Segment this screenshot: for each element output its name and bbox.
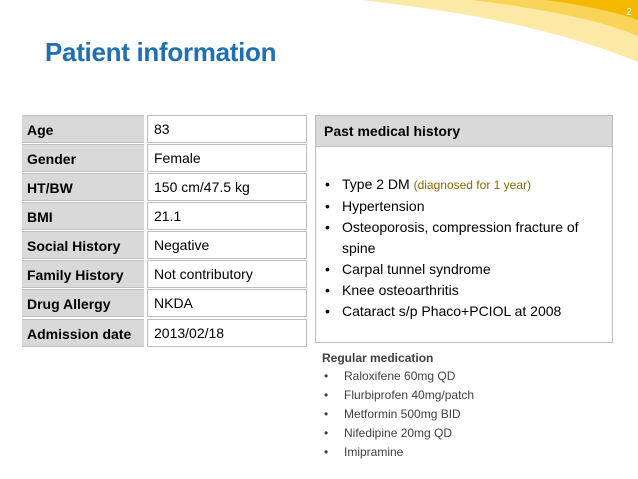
field-label: Family History	[22, 260, 144, 288]
history-item-text: Osteoporosis, compression fracture of spine	[342, 219, 579, 256]
medication-item-text: Metformin 500mg BID	[344, 407, 461, 421]
history-item-text: Hypertension	[342, 198, 425, 214]
table-row	[22, 260, 307, 288]
bullet-icon: •	[325, 176, 330, 192]
field-value: 83	[147, 115, 307, 143]
bullet-icon: •	[325, 282, 330, 298]
field-value: Negative	[147, 231, 307, 259]
table-row	[22, 173, 307, 201]
field-label: Drug Allergy	[22, 289, 144, 317]
history-item-text: Cataract s/p Phaco+PCIOL at 2008	[342, 303, 562, 319]
admission-value: 2013/02/18	[147, 319, 307, 347]
history-item-note: (diagnosed for 1 year)	[413, 178, 531, 192]
history-item-text: Knee osteoarthritis	[342, 282, 459, 298]
past-medical-history-list	[322, 174, 612, 322]
regular-medication-title: Regular medication	[322, 351, 434, 365]
bullet-icon: •	[324, 426, 329, 440]
bullet-icon: •	[325, 261, 330, 277]
medication-item-text: Imipramine	[344, 445, 404, 459]
bullet-icon: •	[324, 388, 329, 402]
list-item	[322, 280, 612, 301]
list-item	[322, 217, 612, 259]
admission-label: Admission date	[22, 319, 144, 347]
table-row	[22, 319, 307, 347]
past-medical-history-box	[315, 115, 613, 343]
list-item	[322, 196, 612, 217]
basic-info-table	[22, 115, 307, 230]
list-item	[322, 386, 622, 405]
social-info-table	[22, 231, 307, 317]
bullet-icon: •	[325, 219, 330, 235]
bullet-icon: •	[325, 198, 330, 214]
medication-item-text: Flurbiprofen 40mg/patch	[344, 388, 475, 402]
list-item	[322, 301, 612, 322]
table-row	[22, 115, 307, 143]
table-row	[22, 289, 307, 317]
past-medical-history-title: Past medical history	[316, 116, 612, 147]
slide-number: 2	[626, 7, 632, 18]
field-value: Female	[147, 144, 307, 172]
table-row	[22, 231, 307, 259]
field-label: BMI	[22, 202, 144, 230]
field-label: HT/BW	[22, 173, 144, 201]
medication-item-text: Nifedipine 20mg QD	[344, 426, 453, 440]
field-label: Gender	[22, 144, 144, 172]
list-item	[322, 367, 622, 386]
list-item	[322, 424, 622, 443]
bullet-icon: •	[324, 445, 329, 459]
field-value: Not contributory	[147, 260, 307, 288]
history-item-text: Type 2 DM	[342, 176, 410, 192]
regular-medication	[322, 349, 622, 462]
field-label: Age	[22, 115, 144, 143]
field-label: Social History	[22, 231, 144, 259]
admission-table	[22, 319, 307, 347]
table-row	[22, 202, 307, 230]
field-value: 150 cm/47.5 kg	[147, 173, 307, 201]
page-title: Patient information	[45, 37, 277, 67]
list-item	[322, 259, 612, 280]
table-row	[22, 144, 307, 172]
list-item	[322, 405, 622, 424]
bullet-icon: •	[324, 407, 329, 421]
field-value: 21.1	[147, 202, 307, 230]
medication-item-text: Raloxifene 60mg QD	[344, 369, 456, 383]
list-item	[322, 174, 612, 196]
list-item	[322, 443, 622, 462]
history-item-text: Carpal tunnel syndrome	[342, 261, 491, 277]
regular-medication-list	[322, 367, 622, 462]
field-value: NKDA	[147, 289, 307, 317]
bullet-icon: •	[324, 369, 329, 383]
bullet-icon: •	[325, 303, 330, 319]
